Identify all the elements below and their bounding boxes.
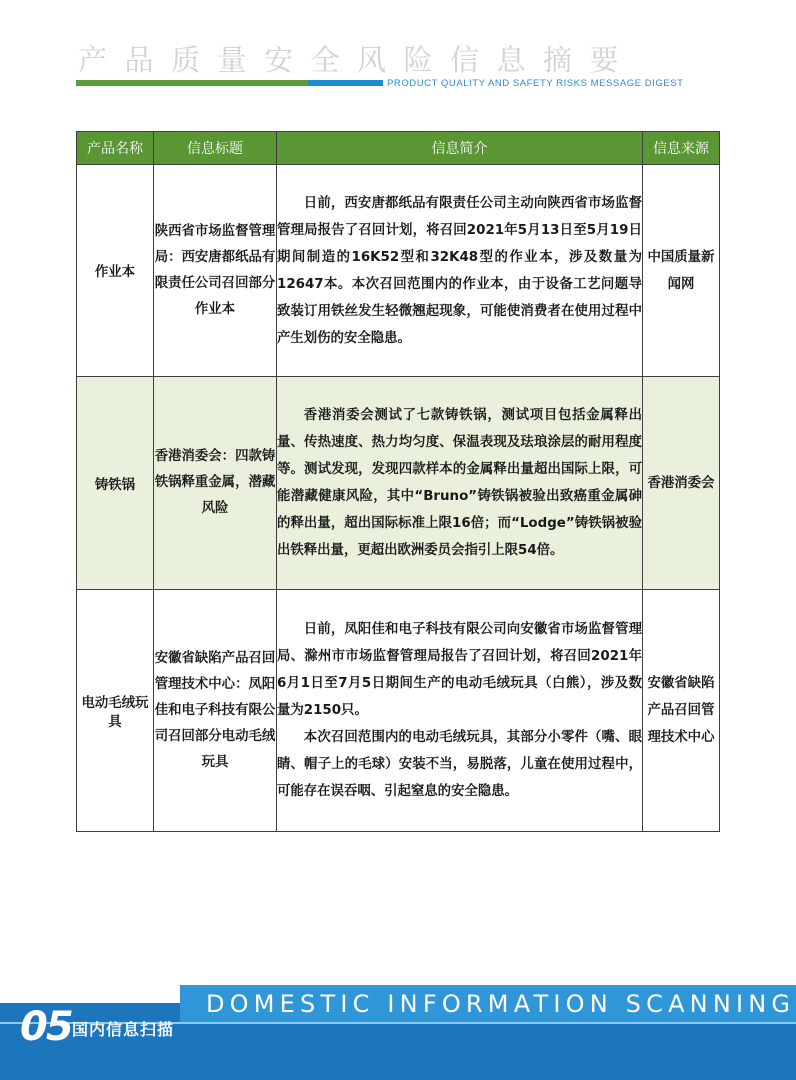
- table-row: [77, 377, 720, 590]
- footer-section-english: DOMESTIC INFORMATION SCANNING: [206, 990, 796, 1018]
- column-header-title: 信息标题: [154, 132, 277, 165]
- info-summary: [277, 590, 643, 832]
- summary-paragraph: 日前，西安唐都纸品有限责任公司主动向陕西省市场监督管理局报告了召回计划，将召回2021年5月13日至5月19日期间制造的16K52型和32K48型的作业本，涉及数量为12647本。本次召回范围内的作业本，由于设备工艺问题导致装订用铁丝发生轻微翘起现象，可能使消费者在使用过程中产生划伤的安全隐患。: [277, 195, 642, 346]
- table-row: [77, 165, 720, 377]
- footer-notch: [0, 985, 180, 1003]
- info-source: 中国质量新闻网: [643, 165, 720, 377]
- info-title: 陕西省市场监督管理局：西安唐都纸品有限责任公司召回部分作业本: [154, 165, 277, 377]
- info-summary: [277, 165, 643, 377]
- summary-paragraph: 本次召回范围内的电动毛绒玩具，其部分小零件（嘴、眼睛、帽子上的毛球）安装不当，易脱落，儿童在使用过程中，可能存在误吞咽、引起窒息的安全隐患。: [277, 730, 642, 799]
- info-source: 安徽省缺陷产品召回管理技术中心: [643, 590, 720, 832]
- summary-paragraph: 日前，凤阳佳和电子科技有限公司向安徽省市场监督管理局、滁州市市场监督管理局报告了召回计划，将召回2021年6月1日至7月5日期间生产的电动毛绒玩具（白熊），涉及数量为2150只。: [277, 622, 642, 718]
- header-bar-green: [76, 80, 308, 86]
- page-header-subtitle: PRODUCT QUALITY AND SAFETY RISKS MESSAGE DIGEST: [383, 78, 727, 89]
- table-row: [77, 590, 720, 832]
- page-number: 05: [20, 1004, 72, 1050]
- column-header-source: 信息来源: [643, 132, 720, 165]
- product-name: 铸铁锅: [77, 377, 154, 590]
- info-summary: [277, 377, 643, 590]
- column-header-product: 产品名称: [77, 132, 154, 165]
- info-title: 香港消委会：四款铸铁锅释重金属，潜藏风险: [154, 377, 277, 590]
- product-name: 作业本: [77, 165, 154, 377]
- info-table: [76, 131, 720, 832]
- footer-section-chinese: 国内信息扫描: [72, 1020, 175, 1039]
- info-source: 香港消委会: [643, 377, 720, 590]
- column-header-summary: 信息简介: [277, 132, 643, 165]
- product-name: 电动毛绒玩具: [77, 590, 154, 832]
- page-header-title: 产品质量安全风险信息摘要: [78, 43, 637, 77]
- summary-paragraph: 香港消委会测试了七款铸铁锅，测试项目包括金属释出量、传热速度、热力均匀度、保温表现及珐琅涂层的耐用程度等。测试发现，发现四款样本的金属释出量超出国际上限，可能潜藏健康风险，其中“Bruno”铸铁锅被验出致癌重金属砷的释出量，超出国际标准上限16倍；而“Lodge”铸铁锅被验出铁释出量，更超出欧洲委员会指引上限54倍。: [277, 408, 642, 558]
- info-title: 安徽省缺陷产品召回管理技术中心：凤阳佳和电子科技有限公司召回部分电动毛绒玩具: [154, 590, 277, 832]
- table-header-row: [77, 132, 720, 165]
